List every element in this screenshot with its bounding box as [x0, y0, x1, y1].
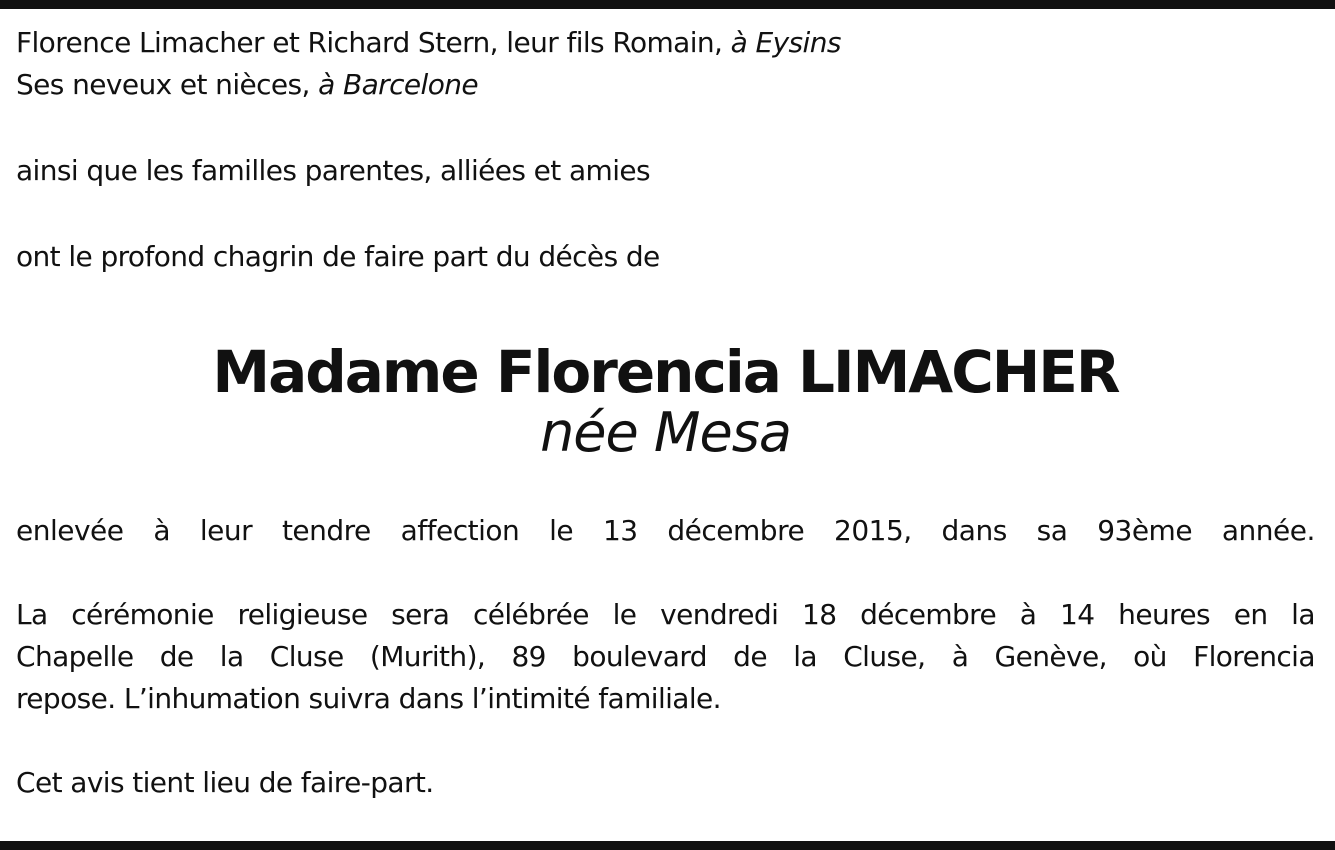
passing-word: 2015, — [834, 514, 912, 547]
top-border-rule — [0, 0, 1335, 9]
passing-word: sa — [1036, 514, 1068, 547]
passing-word: décembre — [667, 514, 805, 547]
passing-word: le — [549, 514, 574, 547]
ceremony-line-1 — [16, 594, 1315, 636]
family-line-2-place: à Barcelone — [318, 68, 478, 101]
family-line-1-text: Florence Limacher et Richard Stern, leur fils Romain, — [16, 26, 731, 59]
family-line-2-text: Ses neveux et nièces, — [16, 68, 319, 101]
ceremony-line-2 — [16, 636, 1315, 678]
passing-word: 13 — [602, 514, 638, 547]
ceremony-line-1-word: cérémonie — [71, 598, 214, 631]
ceremony-line-1-word: la — [1291, 598, 1315, 631]
ceremony-line-1-word: heures — [1118, 598, 1211, 631]
ceremony-line-2-word: la — [793, 640, 817, 673]
ceremony-line-2-word: (Murith), — [369, 640, 486, 673]
bottom-border-rule — [0, 841, 1335, 850]
ceremony-line-1-word: La — [16, 598, 48, 631]
ceremony-line-2-word: Florencia — [1193, 640, 1315, 673]
ceremony-line-3: repose. L’inhumation suivra dans l’intimité familiale. — [16, 682, 721, 715]
ceremony-line-2-word: boulevard — [572, 640, 707, 673]
passing-word: affection — [400, 514, 520, 547]
ceremony-line-2-word: Cluse, — [843, 640, 926, 673]
ceremony-line-2-word: de — [159, 640, 194, 673]
ceremony-line-2-word: la — [219, 640, 244, 673]
ceremony-line-1-word: à — [1019, 598, 1037, 631]
ceremony-line-2-word: où — [1133, 640, 1167, 673]
passing-word: enlevée — [16, 514, 124, 547]
ceremony-line-1-word: vendredi — [660, 598, 779, 631]
family-line-2 — [16, 64, 1315, 106]
passing-word: leur — [199, 514, 253, 547]
passing-word: 93ème — [1097, 514, 1193, 547]
passing-line — [16, 510, 1315, 552]
passing-word: dans — [941, 514, 1007, 547]
ceremony-line-1-word: religieuse — [237, 598, 368, 631]
family-line-1-place: à Eysins — [730, 26, 841, 59]
ceremony-line-2-word: 89 — [511, 640, 546, 673]
ceremony-line-1-word: sera — [391, 598, 450, 631]
closing-line: Cet avis tient lieu de faire-part. — [16, 766, 434, 799]
announcement-line: ont le profond chagrin de faire part du décès de — [16, 240, 660, 273]
family-line-1 — [16, 22, 1315, 64]
passing-word: à — [153, 514, 171, 547]
deceased-name: Madame Florencia LIMACHER — [212, 338, 1119, 406]
ceremony-line-1-word: en — [1233, 598, 1268, 631]
ceremony-line-2-word: Genève, — [994, 640, 1107, 673]
ceremony-line-2-word: Cluse — [269, 640, 344, 673]
obituary-notice — [16, 22, 1315, 804]
ceremony-line-2-word: de — [733, 640, 767, 673]
deceased-maiden-name: née Mesa — [540, 401, 791, 464]
passing-word: année. — [1221, 514, 1315, 547]
passing-word: tendre — [281, 514, 371, 547]
relatives-line: ainsi que les familles parentes, alliées et amies — [16, 154, 651, 187]
ceremony-line-2-word: Chapelle — [16, 640, 134, 673]
ceremony-line-1-word: 18 — [801, 598, 837, 631]
ceremony-line-1-word: 14 — [1060, 598, 1095, 631]
ceremony-line-2-word: à — [951, 640, 969, 673]
ceremony-line-1-word: décembre — [860, 598, 997, 631]
ceremony-paragraph — [16, 594, 1315, 720]
ceremony-line-1-word: le — [612, 598, 637, 631]
ceremony-line-1-word: célébrée — [472, 598, 589, 631]
